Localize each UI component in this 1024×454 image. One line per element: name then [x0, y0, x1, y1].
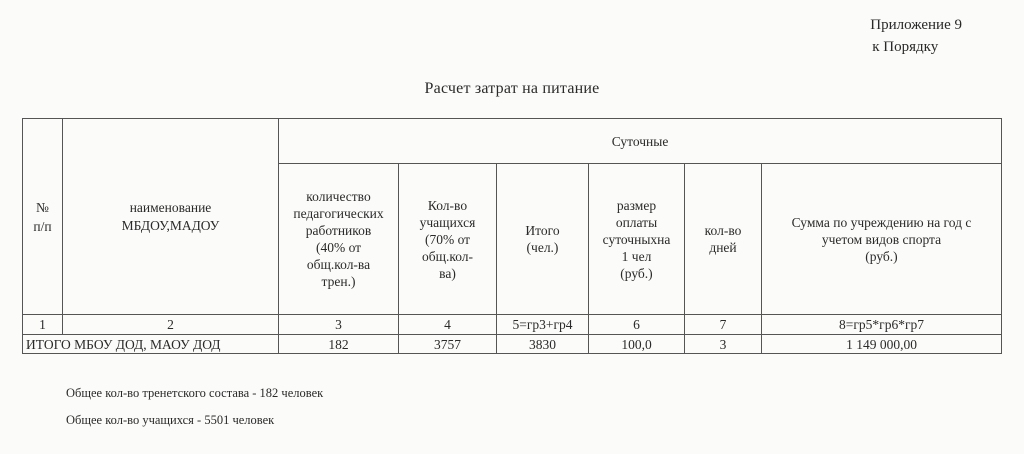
header-teaching-staff: количество педагогических работников (40% от общ.кол-ва трен.) — [279, 164, 399, 315]
header-total-people: Итого (чел.) — [497, 164, 589, 315]
total-days: 3 — [685, 335, 762, 354]
column-number-cell: 8=гр5*гр6*гр7 — [762, 315, 1002, 335]
note-coaching-staff: Общее кол-во тренетского состава - 182 человек — [66, 386, 324, 400]
column-number-cell: 5=гр3+гр4 — [497, 315, 589, 335]
annex-line-1: Приложение 9 — [870, 17, 962, 33]
header-daily-rate: размер оплаты суточныхна 1 чел (руб.) — [589, 164, 685, 315]
annex-label — [870, 14, 962, 58]
column-number-cell: 2 — [63, 315, 279, 335]
column-number-cell: 1 — [23, 315, 63, 335]
total-annual-sum: 1 149 000,00 — [762, 335, 1002, 354]
header-students-count: Кол-во учащихся (70% от общ.кол- ва) — [399, 164, 497, 315]
column-number-cell: 3 — [279, 315, 399, 335]
header-institution-name: наименование МБДОУ,МАДОУ — [63, 119, 279, 315]
header-row-number: № п/п — [23, 119, 63, 315]
total-people: 3830 — [497, 335, 589, 354]
column-number-cell: 7 — [685, 315, 762, 335]
cost-table — [22, 118, 1002, 354]
annex-line-2: к Порядку — [872, 39, 939, 55]
column-number-cell: 4 — [399, 315, 497, 335]
column-numbers-row — [23, 315, 1002, 335]
total-daily-rate: 100,0 — [589, 335, 685, 354]
header-annual-sum: Сумма по учреждению на год с учетом видов спорта (руб.) — [762, 164, 1002, 315]
note-students-total: Общее кол-во учащихся - 5501 человек — [66, 413, 275, 427]
header-days-count: кол-во дней — [685, 164, 762, 315]
total-label: ИТОГО МБОУ ДОД, МАОУ ДОД — [23, 335, 279, 354]
total-staff: 182 — [279, 335, 399, 354]
column-number-cell: 6 — [589, 315, 685, 335]
total-students: 3757 — [399, 335, 497, 354]
header-daily-group: Суточные — [279, 119, 1002, 164]
document-title: Расчет затрат на питание — [424, 80, 600, 97]
total-row — [23, 335, 1002, 354]
